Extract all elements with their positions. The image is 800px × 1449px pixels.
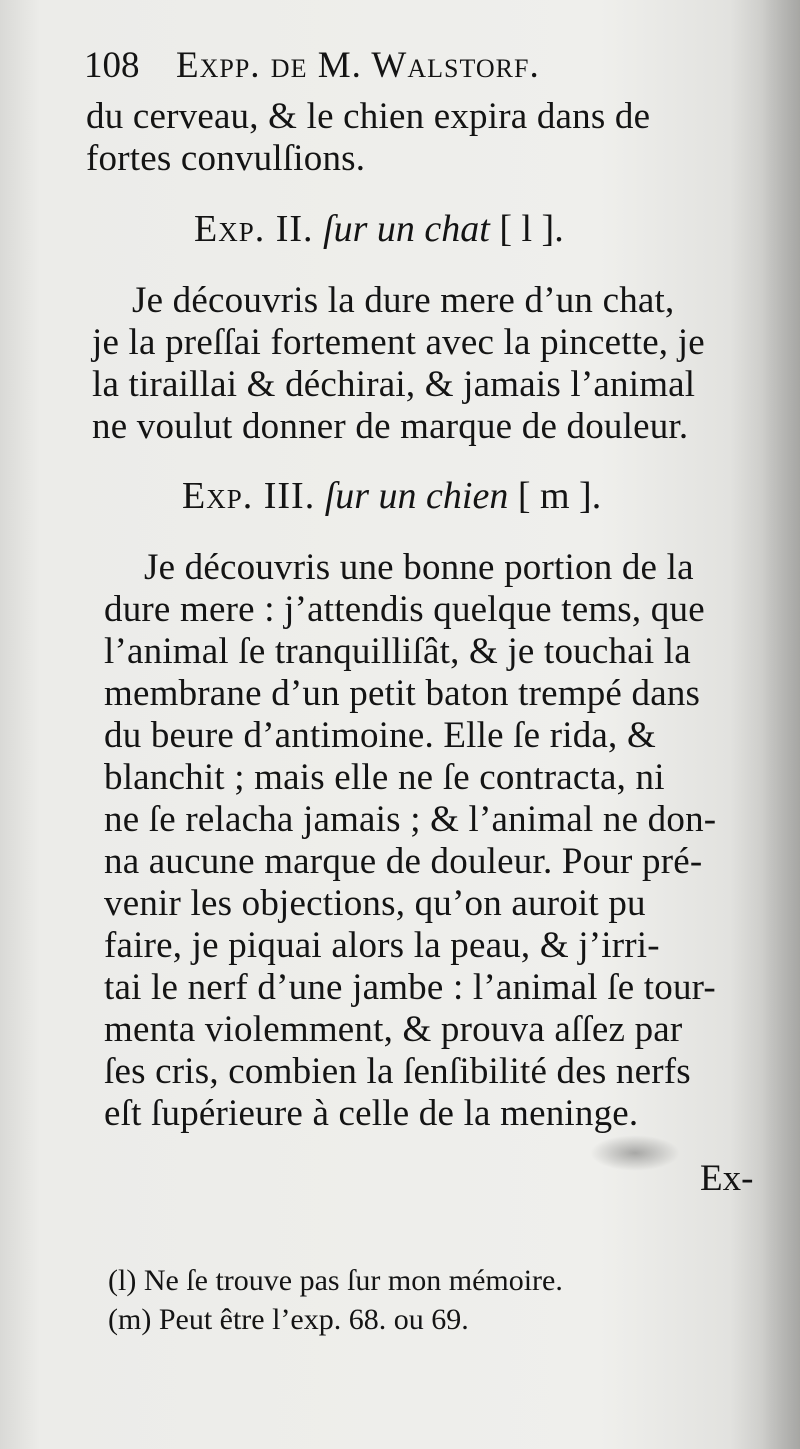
- text-line: ne ſe relacha jamais ; & l’animal ne don-: [104, 799, 717, 840]
- running-title: Expp. de M. Walstorf.: [176, 45, 540, 86]
- text-line: du cerveau, & le chien expira dans de: [86, 96, 651, 137]
- text-line: du beure d’antimoine. Elle ſe rida, &: [104, 715, 656, 756]
- footnote-reference: [ l ].: [499, 208, 564, 250]
- footnote-l: (l) Ne ſe trouve pas ſur mon mémoire.: [108, 1264, 563, 1297]
- text-line: membrane d’un petit baton trempé dans: [104, 673, 701, 714]
- text-line: ſes cris, combien la ſenſibilité des nerfs: [104, 1051, 691, 1092]
- heading-subject: ſur un chien: [324, 475, 509, 517]
- catchword: Ex-: [700, 1158, 754, 1199]
- text-line: eſt ſupérieure à celle de la meninge.: [104, 1093, 639, 1134]
- page-number: 108: [84, 45, 140, 86]
- section-heading-exp-2: [194, 207, 564, 251]
- ink-smudge: [590, 1135, 680, 1171]
- text-line: faire, je piquai alors la peau, & j’irri-: [104, 925, 660, 966]
- text-line: je la preſſai fortement avec la pincette, je: [92, 322, 705, 363]
- running-header: [84, 44, 684, 87]
- footnote-reference: [ m ].: [517, 475, 602, 517]
- heading-subject: ſur un chat: [323, 208, 490, 250]
- heading-number: Exp. III.: [182, 475, 316, 517]
- text-line: fortes convulſions.: [86, 138, 366, 179]
- page-gutter-shadow: [762, 0, 800, 1449]
- text-line: Je découvris la dure mere d’un chat,: [132, 280, 675, 321]
- footnote-m: (m) Peut être l’exp. 68. ou 69.: [108, 1303, 469, 1336]
- text-line: la tiraillai & déchirai, & jamais l’animal: [92, 364, 696, 405]
- text-line: venir les objections, qu’on auroit pu: [104, 883, 646, 924]
- text-line: dure mere : j’attendis quelque tems, que: [104, 589, 705, 630]
- text-line: menta violemment, & prouva aſſez par: [104, 1009, 683, 1050]
- text-line: Je découvris une bonne portion de la: [144, 547, 694, 588]
- text-line: l’animal ſe tranquilliſât, & je touchai la: [104, 631, 691, 672]
- text-line: ne voulut donner de marque de douleur.: [92, 406, 689, 447]
- text-line: na aucune marque de douleur. Pour pré-: [104, 841, 703, 882]
- section-heading-exp-3: [182, 474, 601, 518]
- heading-number: Exp. II.: [194, 208, 314, 250]
- text-line: blanchit ; mais elle ne ſe contracta, ni: [104, 757, 665, 798]
- text-line: tai le nerf d’une jambe : l’animal ſe tour-: [104, 967, 716, 1008]
